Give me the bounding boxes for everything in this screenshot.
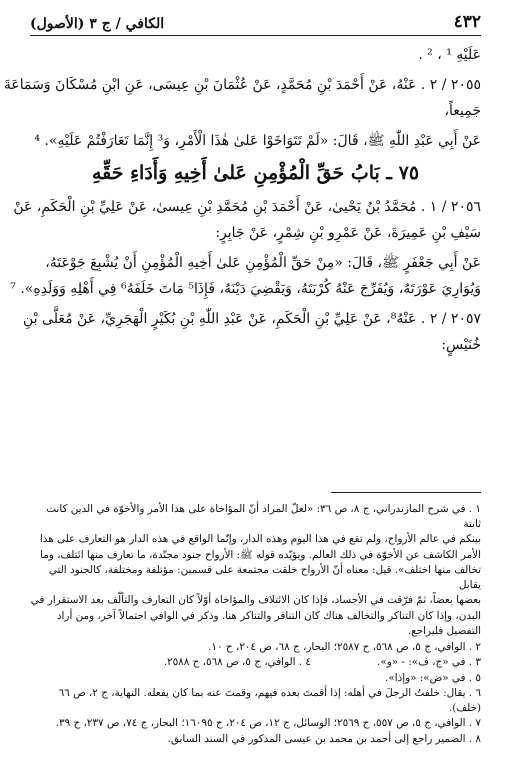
footnote-line: ٦ . يقال: خلفتُ الرجلَ في أهله: إذا أقمتَ بعده فيهم، وقمتَ عنه بما كان يفعله. النهاية، ج ٢، ص ٦٦ (خلف). (58, 687, 481, 714)
footnote-line: ٣ . في «ج، ف»: - «و». ٤ . الوافي، ج ٥، ص ٥٦٨، ح ٢٥٨٨. (163, 656, 481, 668)
text-line: جَمِيعاً، (444, 103, 481, 119)
footnote-line: الأمر الكاشف عن الأخوّة في ذلك العالم. ويؤيّده قوله ﷺ: الأرواح جنود مجنّدة، ما تعارف منها ائتلف، وما (40, 548, 481, 561)
chapter-heading: ٧٥ ـ بَابُ حَقِّ الْمُؤْمِنِ عَلىٰ أَخِيهِ وَأَدَاءِ حَقِّهِ (91, 162, 420, 184)
footnote-line: تخالف منها اختلف». قيل: معناه أنّ الأرواح خلقت مجتمعة على قسمين: مؤتلفة ومختلفة، كالجنود التي يقابل (48, 564, 481, 591)
text-line: عَلَيْهِ ¹ ، ² . (418, 47, 481, 63)
hadith-2056-text: عَنْ أَبِي جَعْفَرٍ ﷺ، قَالَ: «مِنْ حَقِّ الْمُؤْمِنِ عَلىٰ أَخِيهِ الْمُؤْمِنِ أَنْ يُشْبِعَ جَوْعَتَهُ، (45, 255, 481, 271)
footnote-line: البدن، وإذا كان التناكر والتخالف هناك كان التنافر والتناكر هنا. وذكر في الوافي احتمالاً آخر، ومن أراد (56, 609, 481, 622)
page-header (30, 6, 481, 36)
text-line: خُنَيْسٍ: (441, 337, 481, 353)
hadith-2057-chain: ٢٠٥٧ / ٢ . عَنْهُ⁸، عَنْ عَلِيِّ بْنِ الْحَكَمِ، عَنْ عَبْدِ اللّٰهِ بْنِ بُكَيْرٍ الْهَجَرِيِّ، عَنْ مُعَلَّى بْنِ (23, 311, 481, 327)
footnote-line: ٧ . الوافي، ج ٥، ص ٥٥٧، ح ٢٥٦٩؛ الوسائل، ج ١٢، ص ٢٠٤، ح ١٦٠٩٥؛ البحار، ج ٧٤، ص ٢٣٧، ح ٣٩. (55, 717, 481, 729)
text-line: وَيُوَارِيَ عَوْرَتَهُ، وَيُفَرِّجَ عَنْهُ كُرْبَتَهُ، وَيَقْضِيَ دَيْنَهُ، فَإِذَا⁵ مَاتَ خَلَفَهُ⁶ فِي أَهْلِهِ وَوَلَدِهِ». ⁷ (10, 281, 481, 297)
hadith-2056-chain: ٢٠٥٦ / ١ . مُحَمَّدُ بْنُ يَحْيىٰ، عَنْ أَحْمَدَ بْنِ مُحَمَّدِ بْنِ عِيسىٰ، عَنْ عَلِيِّ بْنِ الْحَكَمِ، عَنْ (13, 199, 481, 215)
text-line: سَيْفِ بْنِ عَمِيرَةَ، عَنْ عَمْرِو بْنِ شِمْرٍ، عَنْ جَابِرٍ: (215, 225, 481, 241)
footnote-line: التفصيل فليراجع. (407, 625, 481, 637)
hadith-2055-chain: ٢٠٥٥ / ٢ . عَنْهُ، عَنْ أَحْمَدَ بْنِ مُحَمَّدٍ، عَنْ عُثْمَانَ بْنِ عِيسَى، عَنِ ابْنِ مُسْكَانَ وَسَمَاعَةَ (3, 77, 481, 93)
page-number: ٤٣٢ (453, 12, 481, 32)
hadith-2055-text: عَنْ أَبِي عَبْدِ اللّٰهِ ﷺ، قَالَ: «لَمْ تَتَوَاخَوْا عَلىٰ هٰذَا الْأَمْرِ، وَ³ إِنَّمَا تَعَارَفْتُمْ عَلَيْهِ». ⁴ (34, 133, 481, 149)
footnote-line: ٢ . الوافي، ج ٥، ص ٥٦٨، ح ٢٥٨٧؛ البحار، ج ٦٨، ص ٢٠٤، ح ١٠. (208, 640, 481, 653)
footnote-line: ٨ . الضمير راجع إلى أحمد بن محمد بن عيسى المذكور في السند السابق. (167, 732, 481, 745)
footnotes (30, 502, 481, 747)
footnote-line: ١ . في شرح المازندراني، ج ٨، ص ٣٦: «لعلّ المراد أنّ المؤاخاة على هذا الأمر والأخوّة في الدين كانت ثابتة (46, 503, 481, 530)
footnote-line: بعضها بعضاً، ثمّ فرّقت في الأجساد، فإذا كان الائتلاف والمؤاخاة أوّلاً كان التعارف والتألّف بعد الاستقرار في (30, 594, 481, 606)
main-text (3, 46, 481, 366)
footnote-separator (331, 492, 481, 493)
footnote-line: ٥ . في «ض»: «وإذا». (385, 671, 481, 684)
footnote-line: بينكم في عالم الأرواح، ولم تقع في هذا اليوم وهذه الدار، وإنّما الواقع في هذه الدار هو التعارف على هذا (39, 533, 481, 545)
running-title: الكافي / ج ٣ (الأصول) (30, 16, 165, 32)
